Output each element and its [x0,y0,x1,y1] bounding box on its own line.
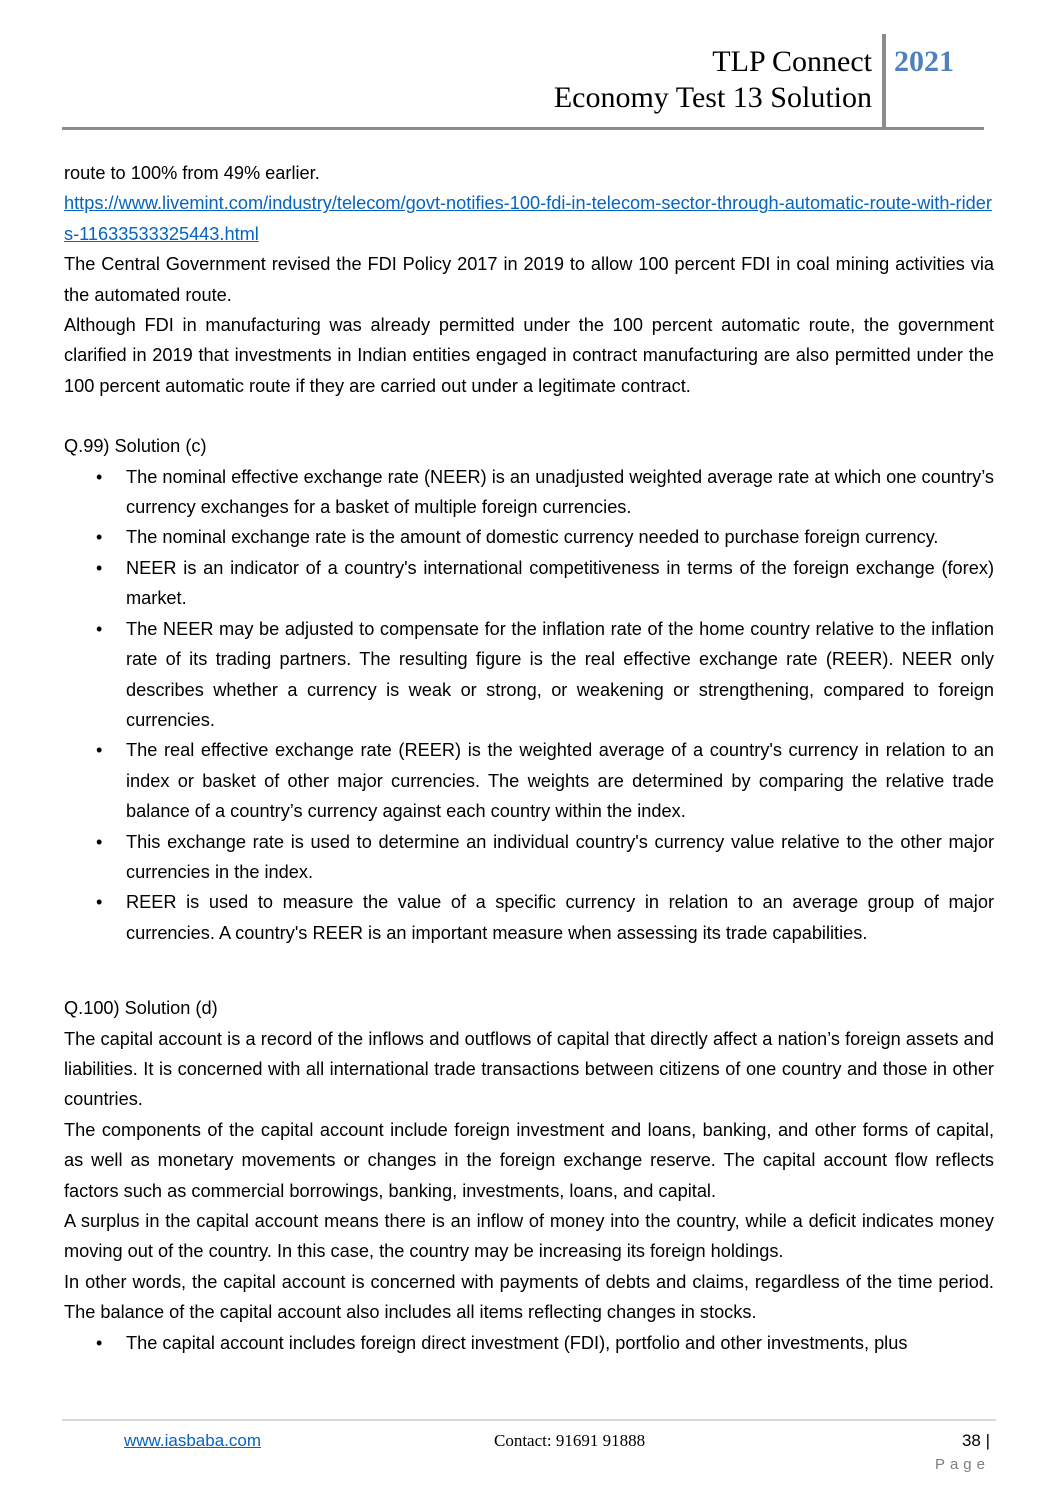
footer-divider [62,1419,996,1421]
q99-heading: Q.99) Solution (c) [64,436,207,457]
q100-bullet-list [64,1328,994,1358]
q99-bullet-list [64,462,994,949]
header-divider-vertical [882,34,886,130]
list-item: • The real effective exchange rate (REER) is the weighted average of a country's currency in relation to an index or basket of other major currencies. The weights are determined by comparing the relative trade balance of a country’s currency against each country within the index. [126,735,994,826]
paragraph: The components of the capital account include foreign investment and loans, banking, and other forms of capital, as well as monetary movements or changes in the foreign exchange reserve. The capital account flow reflects factors such as commercial borrowings, banking, investments, loans, and capital. [64,1119,994,1201]
document-body [64,158,994,1358]
paragraph: A surplus in the capital account means there is an inflow of money into the country, while a deficit indicates money moving out of the country. In this case, the country may be increasing its foreign holdings. [64,1211,994,1262]
page-number: 38 | [961,1431,990,1450]
header-divider-horizontal [62,127,984,130]
q100-heading: Q.100) Solution (d) [64,998,218,1019]
intro-line: route to 100% from 49% earlier. [64,163,320,183]
paragraph: Although FDI in manufacturing was already permitted under the 100 percent automatic route, the government clarified in 2019 that investments in Indian entities engaged in contract manufacturing are also permitted under the 100 percent automatic route if they are carried out under a legitimate contract. [64,315,994,396]
header-year: 2021 [894,45,954,78]
list-item: • The NEER may be adjusted to compensate for the inflation rate of the home country relative to the inflation rate of its trading partners. The resulting figure is the real effective exchange rate (REER). NEER only describes whether a currency is weak or strong, or weakening or strengthening, compared to foreign currencies. [126,614,994,736]
list-item: • NEER is an indicator of a country's international competitiveness in terms of the foreign exchange (forex) market. [126,553,994,614]
header-title-line2: Economy Test 13 Solution [553,81,872,114]
list-item: • The nominal exchange rate is the amount of domestic currency needed to purchase foreign currency. [126,522,994,552]
footer-contact: Contact: 91691 91888 [494,1431,646,1450]
paragraph: In other words, the capital account is concerned with payments of debts and claims, regardless of the time period. The balance of the capital account also includes all items reflecting changes in stocks. [64,1271,994,1323]
header-title [554,44,872,116]
paragraph: The capital account is a record of the inflows and outflows of capital that directly affect a nation’s foreign assets and liabilities. It is concerned with all international trade transactions between citizens of one country and those in other countries. [64,1028,994,1110]
source-link[interactable]: https://www.livemint.com/industry/telecom/govt-notifies-100-fdi-in-telecom-sector-through-automatic-route-with-riders-11633533325443.html [64,193,992,244]
header-title-line1: TLP Connect [712,45,872,78]
list-item: • The capital account includes foreign direct investment (FDI), portfolio and other investments, plus [126,1328,994,1358]
list-item: • REER is used to measure the value of a specific currency in relation to an average group of major currencies. A country's REER is an important measure when assessing its trade capabilities. [126,887,994,948]
list-item: • The nominal effective exchange rate (NEER) is an unadjusted weighted average rate at which one country’s currency exchanges for a basket of multiple foreign currencies. [126,462,994,523]
paragraph: The Central Government revised the FDI Policy 2017 in 2019 to allow 100 percent FDI in coal mining activities via the automated route. [64,254,994,305]
list-item: • This exchange rate is used to determine an individual country's currency value relative to the other major currencies in the index. [126,827,994,888]
page-label: Page [934,1456,990,1473]
footer-website-link[interactable]: www.iasbaba.com [124,1431,262,1450]
page-header [62,34,984,130]
